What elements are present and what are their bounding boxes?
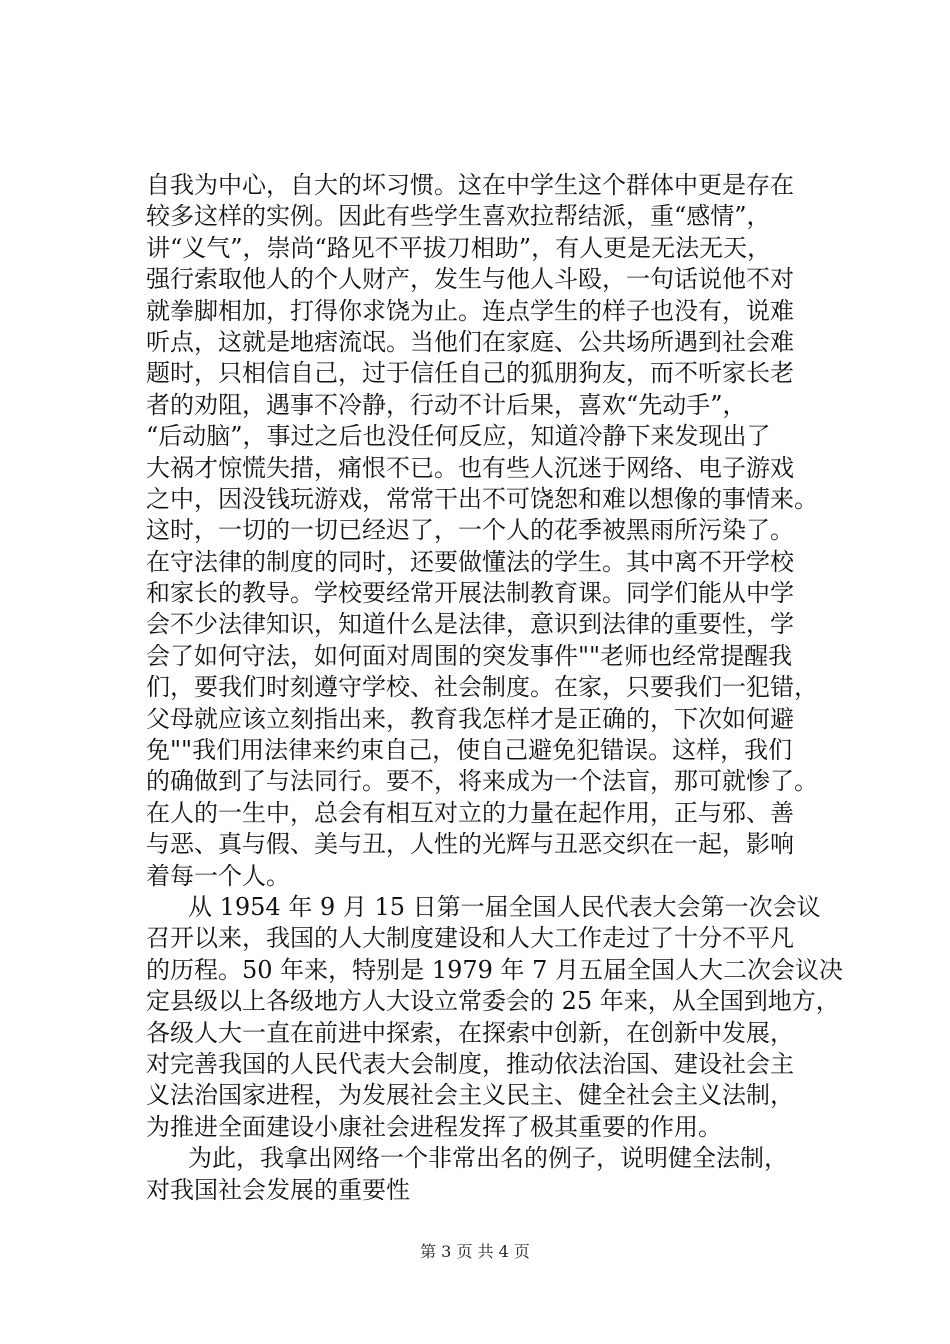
- text-line: 在人的一生中，总会有相互对立的力量在起作用，正与邪、善: [146, 798, 794, 827]
- text-line: “后动脑”，事过之后也没任何反应，知道冷静下来发现出了: [146, 422, 771, 451]
- text-line: 这时，一切的一切已经迟了，一个人的花季被黑雨所污染了。: [146, 516, 794, 545]
- text-line: 各级人大一直在前进中探索，在探索中创新，在创新中发展，: [146, 1018, 794, 1047]
- text-line: 义法治国家进程，为发展社会主义民主、健全社会主义法制，: [146, 1081, 794, 1110]
- text-line: 讲“义气”，崇尚“路见不平拔刀相助”，有人更是无法无天，: [146, 233, 772, 262]
- text-line: 题时，只相信自己，过于信任自己的狐朋狗友，而不听家长老: [146, 359, 794, 388]
- text-line: 定县级以上各级地方人大设立常委会的 25 年来，从全国到地方，: [146, 987, 840, 1016]
- text-line: 强行索取他人的个人财产，发生与他人斗殴，一句话说他不对: [146, 265, 794, 294]
- paragraph-first-line: 为此，我拿出网络一个非常出名的例子，说明健全法制，: [188, 1144, 788, 1173]
- text-line: 们，要我们时刻遵守学校、社会制度。在家，只要我们一犯错，: [146, 673, 818, 702]
- text-line: 与恶、真与假、美与丑，人性的光辉与丑恶交织在一起，影响: [146, 830, 794, 859]
- text-line: 对完善我国的人民代表大会制度，推动依法治国、建设社会主: [146, 1049, 794, 1078]
- text-line: 的确做到了与法同行。要不，将来成为一个法盲，那可就惨了。: [146, 767, 818, 796]
- body-text: [146, 170, 846, 1206]
- text-line: 着每一个人。: [146, 861, 290, 890]
- text-line: 听点，这就是地痞流氓。当他们在家庭、公共场所遇到社会难: [146, 327, 794, 356]
- text-line: 召开以来，我国的人大制度建设和人大工作走过了十分不平凡: [146, 924, 794, 953]
- page-number-footer: 第 3 页 共 4 页: [420, 1242, 530, 1261]
- text-line: 之中，因没钱玩游戏，常常干出不可饶恕和难以想像的事情来。: [146, 484, 818, 513]
- text-line: 大祸才惊慌失措，痛恨不已。也有些人沉迷于网络、电子游戏: [146, 453, 794, 482]
- text-line: 较多这样的实例。因此有些学生喜欢拉帮结派，重“感情”，: [146, 202, 771, 231]
- text-line: 父母就应该立刻指出来，教育我怎样才是正确的，下次如何避: [146, 704, 794, 733]
- text-line: 会了如何守法，如何面对周围的突发事件""老师也经常提醒我: [146, 641, 793, 670]
- text-line: 在守法律的制度的同时，还要做懂法的学生。其中离不开学校: [146, 547, 794, 576]
- text-line: 者的劝阻，遇事不冷静，行动不计后果，喜欢“先动手”，: [146, 390, 747, 419]
- text-line: 就拳脚相加，打得你求饶为止。连点学生的样子也没有，说难: [146, 296, 794, 325]
- text-line: 对我国社会发展的重要性: [146, 1175, 410, 1204]
- paragraph-first-line: 从 1954 年 9 月 15 日第一届全国人民代表大会第一次会议: [188, 892, 821, 921]
- text-line: 为推进全面建设小康社会进程发挥了极其重要的作用。: [146, 1112, 722, 1141]
- text-line: 会不少法律知识，知道什么是法律，意识到法律的重要性，学: [146, 610, 794, 639]
- text-line: 免""我们用法律来约束自己，使自己避免犯错误。这样，我们: [146, 736, 793, 765]
- text-line: 的历程。50 年来，特别是 1979 年 7 月五届全国人大二次会议决: [146, 955, 844, 984]
- text-line: 自我为中心，自大的坏习惯。这在中学生这个群体中更是存在: [146, 171, 794, 199]
- text-line: 和家长的教导。学校要经常开展法制教育课。同学们能从中学: [146, 579, 794, 608]
